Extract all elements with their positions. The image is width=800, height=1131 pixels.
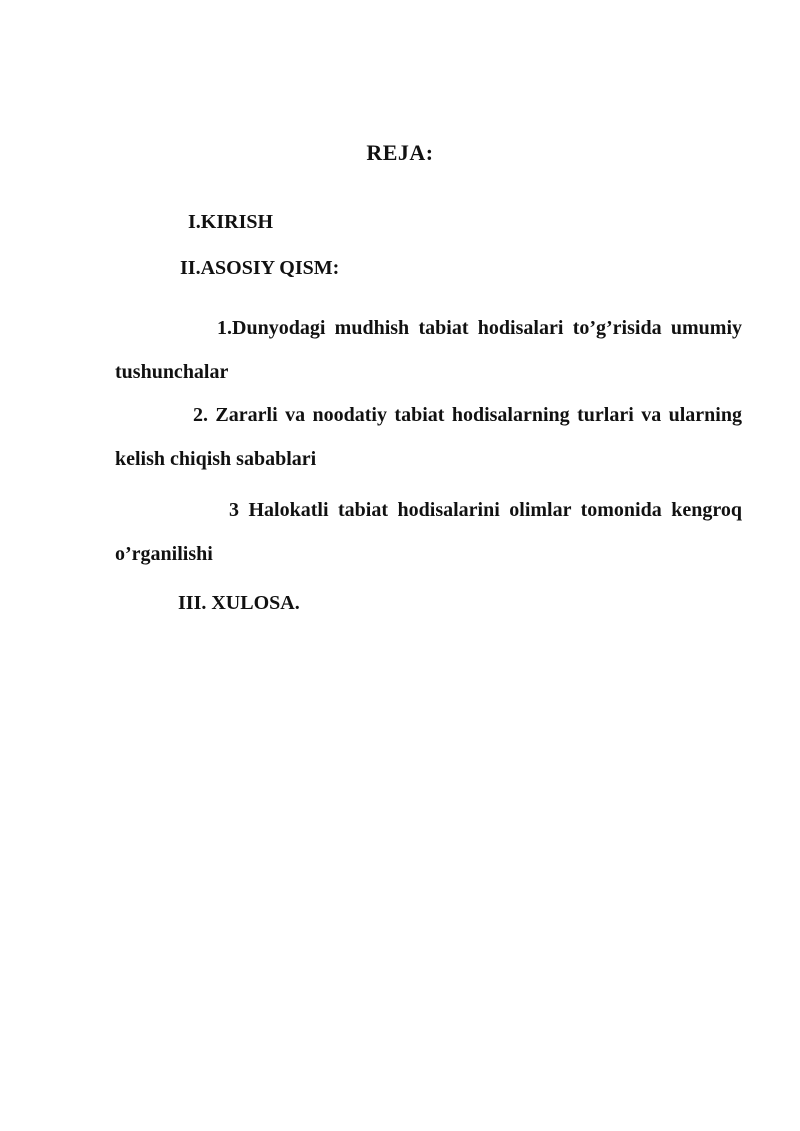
section-heading-main: II.ASOSIY QISM: (180, 257, 340, 279)
section-heading-intro: I.KIRISH (188, 211, 274, 233)
plan-item-3: 3 Halokatli tabiat hodisalarini olimlar tomonida kengroq o’rganilishi (115, 499, 742, 565)
page-title: REJA: (366, 140, 434, 165)
section-heading-conclusion: III. XULOSA. (178, 592, 300, 614)
plan-item-2: 2. Zararli va noodatiy tabiat hodisalarning turlari va ularning kelish chiqish sabablari (115, 404, 742, 470)
plan-item-1: 1.Dunyodagi mudhish tabiat hodisalari to’g’risida umumiy tushunchalar (115, 317, 742, 383)
